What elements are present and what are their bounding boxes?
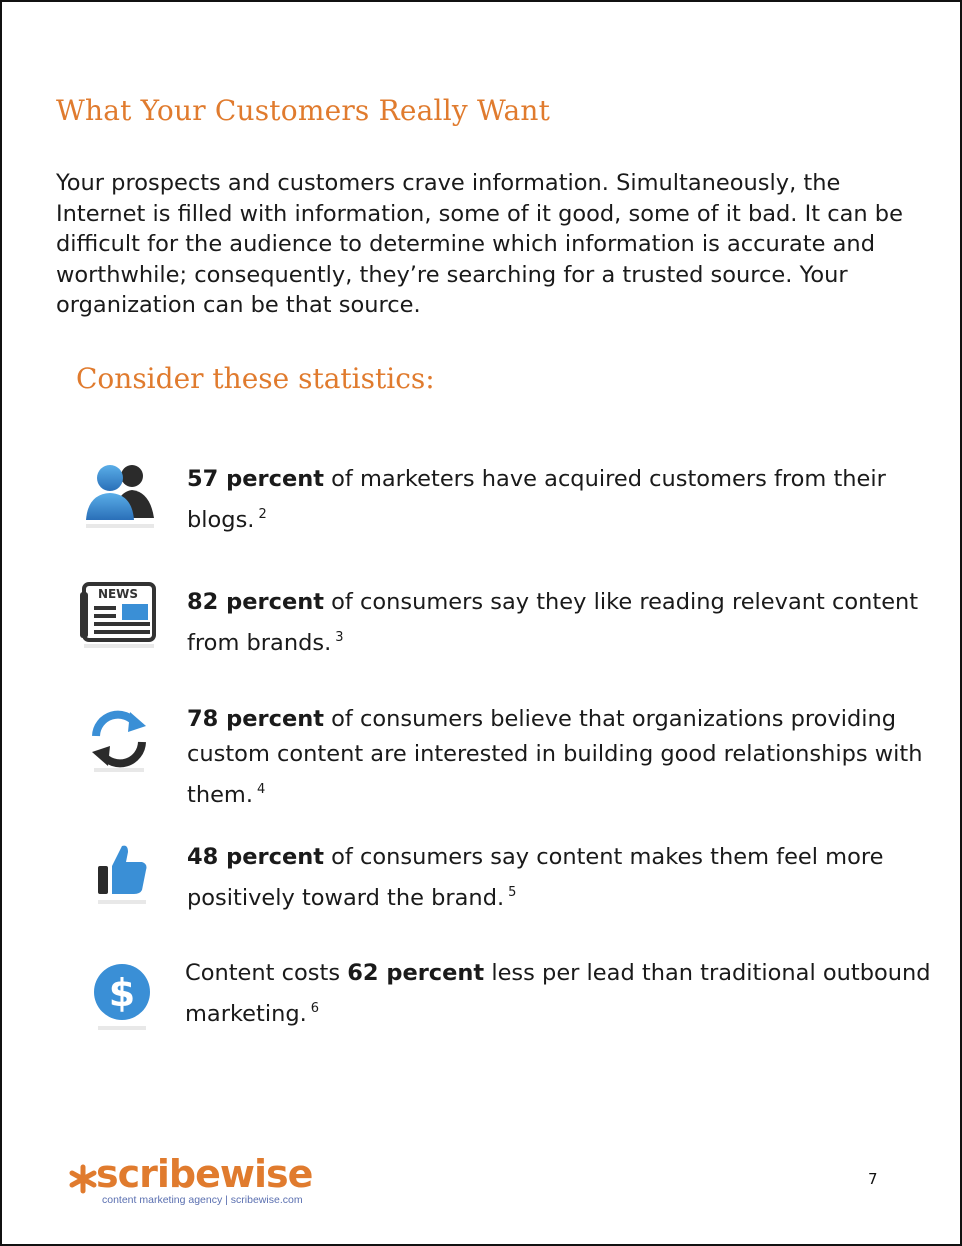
logo-tagline: content marketing agency | scribewise.com xyxy=(102,1194,303,1206)
dollar-icon xyxy=(80,956,160,1036)
stat-text: 48 percent of consumers say content makes them feel more positively toward the brand. $^5$ xyxy=(187,844,884,911)
stat-text: 57 percent of marketers have acquired customers from their blogs. $^2$ xyxy=(187,466,886,533)
scribewise-logo xyxy=(68,1154,328,1214)
page-title: What Your Customers Really Want xyxy=(56,94,551,127)
stat-text: Content costs 62 percent less per lead than traditional outbound marketing. $^6$ xyxy=(185,960,931,1027)
users-icon xyxy=(80,460,160,540)
logo-wordmark: scribewise xyxy=(96,1152,313,1196)
asterisk-icon xyxy=(68,1164,98,1194)
section-subtitle: Consider these statistics: xyxy=(76,362,435,395)
svg-text:NEWS: NEWS xyxy=(97,587,139,601)
stat-text: 82 percent of consumers say they like reading relevant content from brands. $^3$ xyxy=(187,589,919,656)
svg-text:$: $ xyxy=(108,971,136,1015)
intro-paragraph: Your prospects and customers crave information. Simultaneously, the Internet is filled with information, some of it good, some of it bad. It can be difficult for the audience to determine which information is accurate and worthwhile; consequently, they’re searching for a trusted source. Your organization can be that source. xyxy=(56,170,903,318)
page-number: 7 xyxy=(868,1170,878,1188)
newspaper-icon xyxy=(80,578,160,658)
stat-text: 78 percent of consumers believe that organizations providing custom content are interested in building good relationships with them. $^4$ xyxy=(187,706,923,808)
thumbs-up-icon xyxy=(80,838,160,918)
refresh-icon xyxy=(80,702,160,782)
